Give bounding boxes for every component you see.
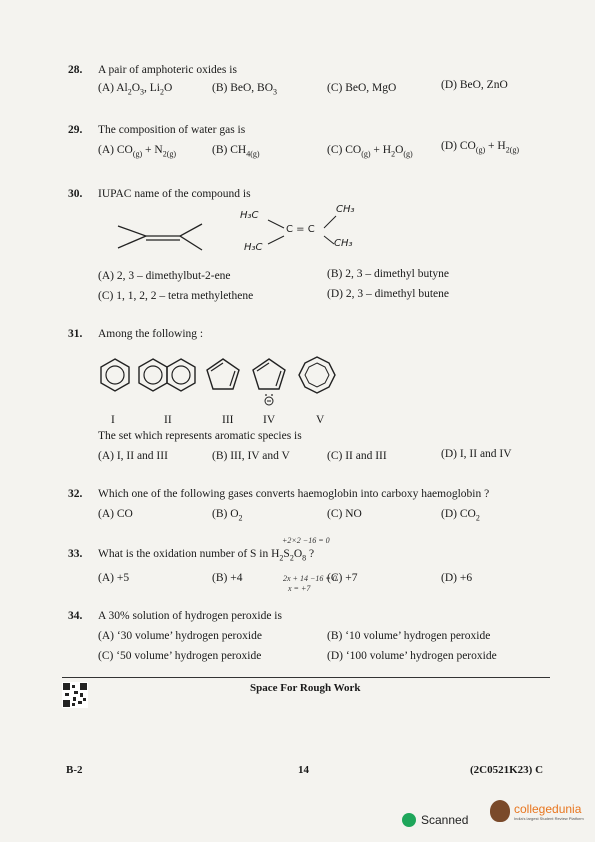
qr-code-icon [62,682,88,708]
h3c-top-label: H₃C [240,210,259,221]
label-V: V [316,414,325,426]
option-b: (B) $CH_{4(g)}$ [212,144,260,159]
handwritten-note-2: 2x + 14 −16 = 0 [283,574,337,583]
double-bond-label: C = C [286,224,315,235]
question-text: What is the oxidation number of S in $H_2S_2O_8$ ? [98,548,315,563]
mascot-icon [490,800,510,822]
label-III: III [222,414,234,426]
question-text: Which one of the following gases converts haemoglobin into carboxy haemoglobin ? [98,488,490,500]
question-subtext: The set which represents aromatic species is [98,430,302,442]
question-number: 33. [68,548,83,560]
option-a: (A) ‘30 volume’ hydrogen peroxide [98,630,262,642]
option-b: (B) $O_2$ [212,508,243,523]
question-number: 29. [68,124,83,136]
paper-code: (2C0521K23) C [470,764,544,776]
ring-structures [95,355,345,415]
divider-line [62,677,550,678]
h3c-bot-label: H₃C [244,242,263,253]
handwritten-note-1: +2×2 −16 = 0 [282,536,330,545]
question-text: The composition of water gas is [98,124,246,136]
option-a: (A) $CO_{(g)} + N_{2(g)}$ [98,144,177,159]
question-number: 34. [68,610,83,622]
option-a: (A) $Al_2O_3$, $Li_2O$ [98,82,173,97]
ch3-bot-label: CH₃ [334,238,353,249]
option-b: (B) ‘10 volume’ hydrogen peroxide [327,630,491,642]
option-c: (C) II and III [327,450,387,462]
question-text: IUPAC name of the compound is [98,188,251,200]
ch3-top-label: CH₃ [336,204,355,215]
skeletal-structure-diagram [110,214,210,260]
label-I: I [111,414,115,426]
option-a: (A) I, II and III [98,450,168,462]
question-number: 28. [68,64,83,76]
option-d: (D) +6 [441,572,473,584]
question-number: 32. [68,488,83,500]
structure-II [139,359,195,391]
label-II: II [164,414,172,426]
scanned-label: Scanned [421,813,469,827]
option-c: (C) 1, 1, 2, 2 – tetra methylethene [98,290,254,302]
option-a: (A) 2, 3 – dimethylbut-2-ene [98,270,231,282]
brand-tagline: India's largest Student Review Platform [514,815,584,821]
option-a: (A) +5 [98,572,130,584]
option-c: (C) ‘50 volume’ hydrogen peroxide [98,650,262,662]
question-text: A 30% solution of hydrogen peroxide is [98,610,282,622]
question-number: 31. [68,328,83,340]
structure-IV [253,359,285,405]
option-d: (D) $CO_2$ [441,508,480,523]
option-c: (C) BeO, MgO [327,82,397,94]
structure-III [207,359,239,389]
collegedunia-brand [490,800,584,822]
label-IV: IV [263,414,276,426]
scanned-badge [402,813,468,827]
option-c: (C) $CO_{(g)} + H_2O_{(g)}$ [327,144,413,159]
option-d: (D) I, II and IV [441,448,512,460]
option-d: (D) $CO_{(g)} + H_{2(g)}$ [441,140,520,155]
scanner-logo-icon [402,813,416,827]
option-c: (C) NO [327,508,362,520]
handwritten-structure [236,204,366,260]
brand-name: collegedunia [514,801,582,816]
option-d: (D) 2, 3 – dimethyl butene [327,288,450,300]
rough-work-label: Space For Rough Work [250,682,361,694]
handwritten-note-3: x = +7 [288,584,311,593]
question-number: 30. [68,188,83,200]
option-c: (C) +7 [327,572,358,584]
option-b: (B) BeO, $BO_3$ [212,82,278,97]
page-number: 14 [298,764,309,776]
option-b: (B) 2, 3 – dimethyl butyne [327,268,450,280]
booklet-code: B-2 [66,764,83,776]
option-d: (D) BeO, ZnO [441,79,508,91]
structure-V [299,357,335,393]
structure-I [101,359,129,391]
option-b: (B) III, IV and V [212,450,290,462]
question-text: Among the following : [98,328,204,340]
option-a: (A) CO [98,508,133,520]
option-d: (D) ‘100 volume’ hydrogen peroxide [327,650,497,662]
option-b: (B) +4 [212,572,243,584]
question-text: A pair of amphoteric oxides is [98,64,237,76]
